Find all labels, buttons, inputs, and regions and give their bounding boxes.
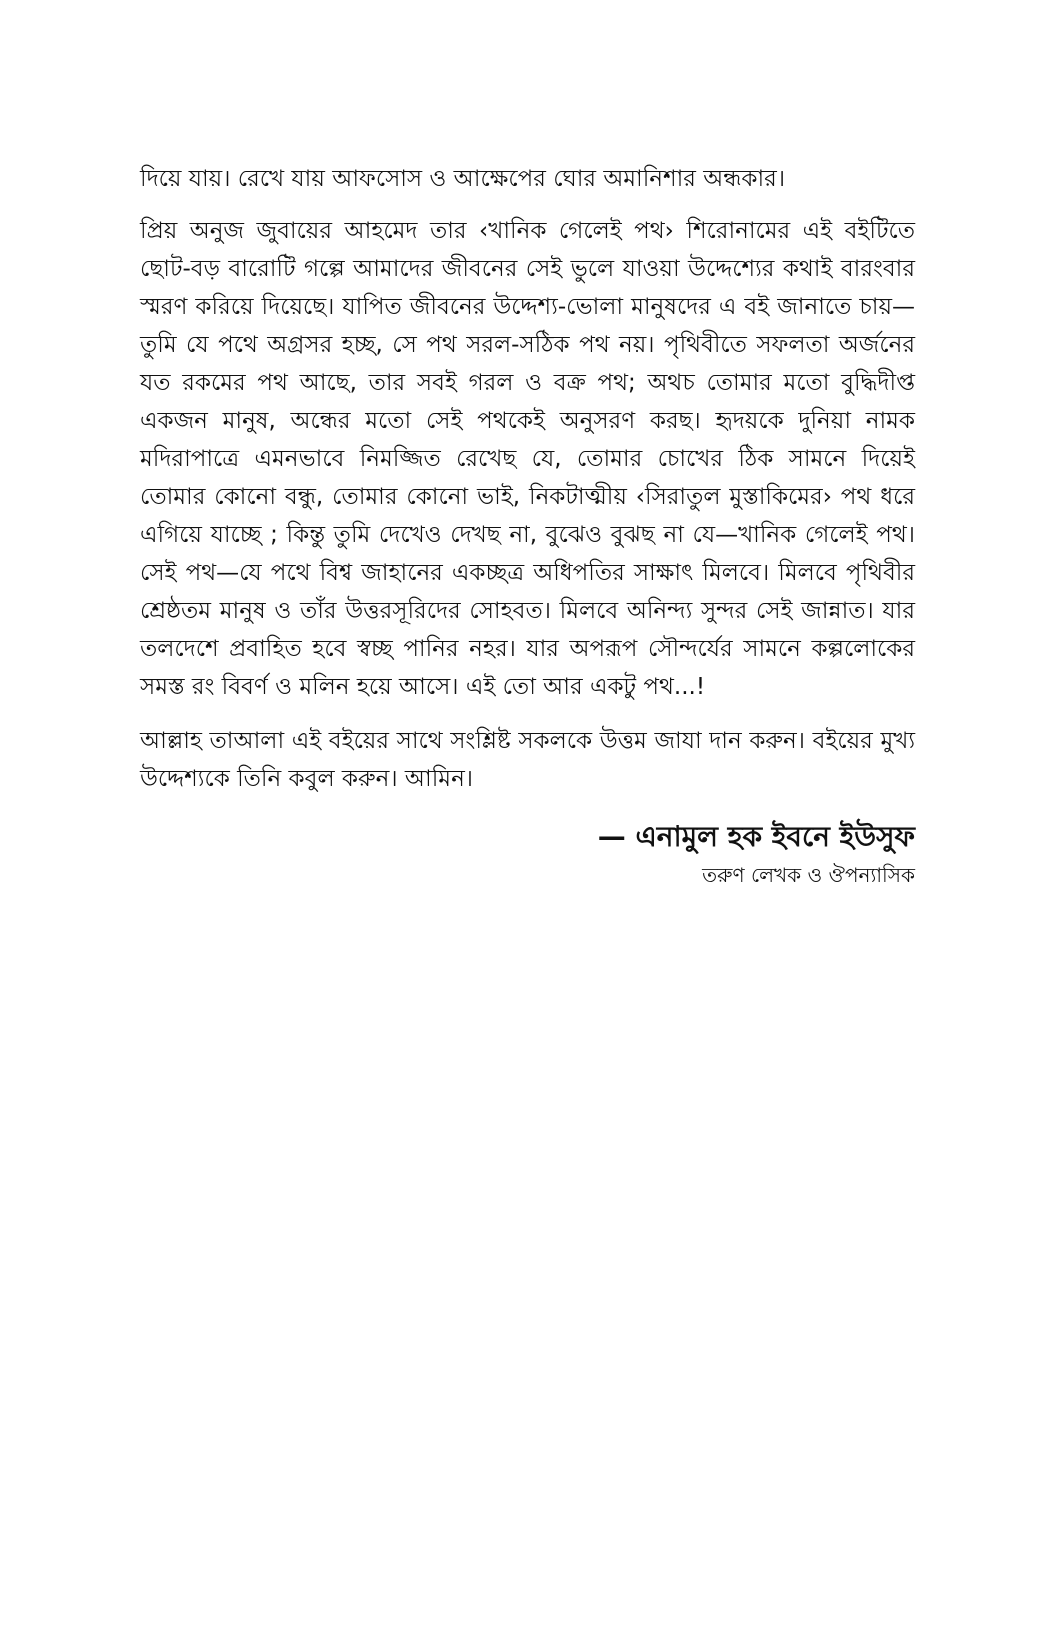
- document-page: [140, 160, 915, 892]
- paragraph-2: প্রিয় অনুজ জুবায়ের আহমেদ তার ‹খানিক গেলেই পথ› শিরোনামের এই বইটিতে ছোট-বড় বারোটি গল্পে আমাদের জীবনের সেই ভুলে যাওয়া উদ্দেশ্যের কথাই বারংবার স্মরণ করিয়ে দিয়েছে। যাপিত জীবনের উদ্দেশ্য-ভোলা মানুষদের এ বই জানাতে চায়—তুমি যে পথে অগ্রসর হচ্ছ, সে পথ সরল-সঠিক পথ নয়। পৃথিবীতে সফলতা অর্জনের যত রকমের পথ আছে, তার সবই গরল ও বক্র পথ; অথচ তোমার মতো বুদ্ধিদীপ্ত একজন মানুষ, অন্ধের মতো সেই পথকেই অনুসরণ করছ। হৃদয়কে দুনিয়া নামক মদিরাপাত্রে এমনভাবে নিমজ্জিত রেখেছ যে, তোমার চোখের ঠিক সামনে দিয়েই তোমার কোনো বন্ধু, তোমার কোনো ভাই, নিকটাত্মীয় ‹সিরাতুল মুস্তাকিমের› পথ ধরে এগিয়ে যাচ্ছে ; কিন্তু তুমি দেখেও দেখছ না, বুঝেও বুঝছ না যে—খানিক গেলেই পথ। সেই পথ—যে পথে বিশ্ব জাহানের একচ্ছত্র অধিপতির সাক্ষাৎ মিলবে। মিলবে পৃথিবীর শ্রেষ্ঠতম মানুষ ও তাঁর উত্তরসূরিদের সোহবত। মিলবে অনিন্দ্য সুন্দর সেই জান্নাত। যার তলদেশে প্রবাহিত হবে স্বচ্ছ পানির নহর। যার অপরূপ সৌন্দর্যের সামনে কল্পলোকের সমস্ত রং বিবর্ণ ও মলিন হয়ে আসে। এই তো আর একটু পথ...!: [140, 218, 915, 700]
- paragraph-3: আল্লাহ তাআলা এই বইয়ের সাথে সংশ্লিষ্ট সকলকে উত্তম জাযা দান করুন। বইয়ের মুখ্য উদ্দেশ্যকে তিনি কবুল করুন। আমিন।: [140, 728, 915, 792]
- author-role: তরুণ লেখক ও ঔপন্যাসিক: [702, 863, 915, 887]
- signature-block: [140, 816, 915, 892]
- paragraph-1: দিয়ে যায়। রেখে যায় আফসোস ও আক্ষেপের ঘোর অমানিশার অন্ধকার।: [140, 166, 786, 192]
- author-name: — এনামুল হক ইবনে ইউসুফ: [597, 820, 915, 853]
